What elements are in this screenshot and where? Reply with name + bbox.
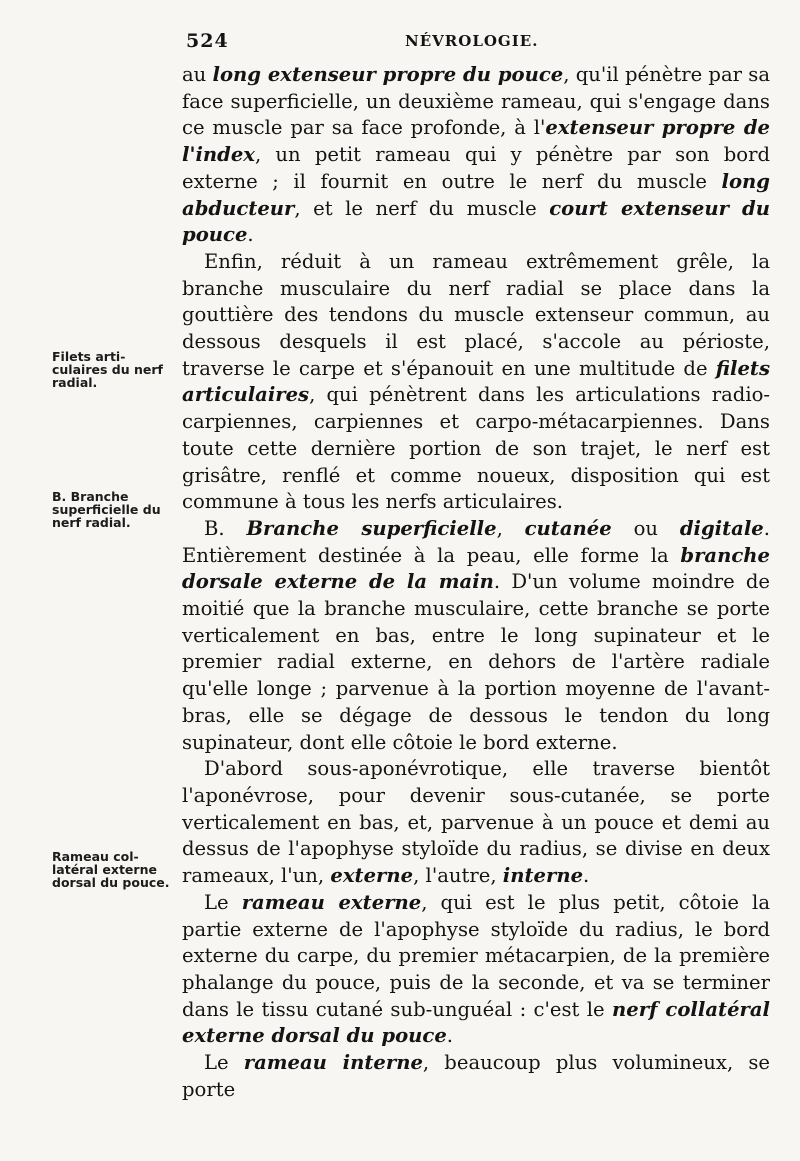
body-paragraph xyxy=(182,249,770,516)
text-run: , qui est le plus petit, côtoie la partie externe de l'apophyse styloïde du radius, le bord externe du carpe, du premier métacarpien, de la première phalange du pouce, puis de la seconde, et va se terminer dans le tissu cutané sub-unguéal : c'est le xyxy=(182,890,770,1021)
text-run: , qui pénètrent dans les articulations radio-carpiennes, carpiennes et carpo-métacarpiennes. Dans toute cette dernière portion de son trajet, le nerf est grisâtre, renflé et comme noueux, disposition qui est commune à tous les nerfs articulaires. xyxy=(182,383,770,514)
body-paragraph xyxy=(182,516,770,756)
italic-term: extenseur propre de l'index xyxy=(182,116,770,167)
body-paragraph xyxy=(182,1050,770,1103)
text-run: . xyxy=(583,864,590,888)
text-run: , et le nerf du muscle xyxy=(294,196,550,220)
text-run: . xyxy=(446,1024,454,1048)
margin-note-text: B. Branche superficielle du nerf radial. xyxy=(52,489,161,530)
italic-term: nerf collatéral externe dorsal du pouce xyxy=(182,997,770,1048)
italic-term: digitale xyxy=(679,516,764,540)
body-paragraph xyxy=(182,62,770,249)
body-paragraph xyxy=(182,890,770,1050)
text-run: . Entièrement destinée à la peau, elle forme la xyxy=(182,516,770,567)
text-run: D'abord sous-aponévrotique, elle traverse bientôt l'aponévrose, pour devenir sous-cutanée, se porte verticalement en bas, et, parvenue à un pouce et demi au dessus de l'apophyse styloïde du radius, se divise en deux rameaux, l'un, xyxy=(182,757,770,888)
italic-term: filets articulaires xyxy=(182,356,770,407)
text-run: B. xyxy=(204,516,247,540)
italic-term: Branche superficielle xyxy=(246,516,497,540)
running-title: NÉVROLOGIE. xyxy=(405,32,539,50)
text-run: , l'autre, xyxy=(413,864,503,888)
margin-note-text: Filets arti- culaires du nerf radial. xyxy=(52,349,163,390)
text-run: , beaucoup plus volumineux, se porte xyxy=(182,1051,770,1101)
text-run: ou xyxy=(611,516,680,540)
page-number: 524 xyxy=(186,30,229,52)
italic-term: cutanée xyxy=(524,516,612,540)
text-run: Le xyxy=(204,1051,244,1075)
italic-term: long abducteur xyxy=(182,169,770,220)
text-run: , xyxy=(496,516,525,540)
page-header xyxy=(0,30,800,54)
italic-term: externe xyxy=(330,864,414,888)
italic-term: court extenseur du pouce xyxy=(182,196,770,247)
margin-note-articular-filaments xyxy=(52,350,180,389)
margin-note-superficial-branch xyxy=(52,490,180,529)
text-run: . D'un volume moindre de moitié que la branche musculaire, cette branche se porte verticalement en bas, entre le long supinateur et le premier radial externe, en dehors de l'artère radiale qu'elle longe ; parvenue à la portion moyenne de l'avant-bras, elle se dégage de dessous le tendon du long supinateur, dont elle côtoie le bord externe. xyxy=(182,570,771,754)
body-text xyxy=(182,62,770,1103)
italic-term: branche dorsale externe de la main xyxy=(182,543,770,594)
text-run: , qu'il pénètre par sa face superficielle, un deuxième rameau, qui s'engage dans ce muscle par sa face profonde, à l' xyxy=(182,63,770,140)
text-run: Le xyxy=(204,890,242,914)
text-run: , un petit rameau qui y pénètre par son bord externe ; il fournit en outre le nerf du muscle xyxy=(182,143,770,193)
italic-term: rameau externe xyxy=(241,890,422,914)
margin-note-text: Rameau col- latéral externe dorsal du pouce. xyxy=(52,849,170,890)
text-run: au xyxy=(182,63,213,86)
text-run: Enfin, réduit à un rameau extrêmement grêle, la branche musculaire du nerf radial se place dans la gouttière des tendons du muscle extenseur commun, au dessous desquels il est placé, s'accole au périoste, traverse le carpe et s'épanouit en une multitude de xyxy=(182,249,770,380)
text-run: . xyxy=(247,223,254,247)
italic-term: long extenseur propre du pouce xyxy=(212,63,564,86)
body-paragraph xyxy=(182,756,770,890)
italic-term: rameau interne xyxy=(243,1051,423,1075)
italic-term: interne xyxy=(502,864,584,888)
margin-note-collateral-branch xyxy=(52,850,180,889)
